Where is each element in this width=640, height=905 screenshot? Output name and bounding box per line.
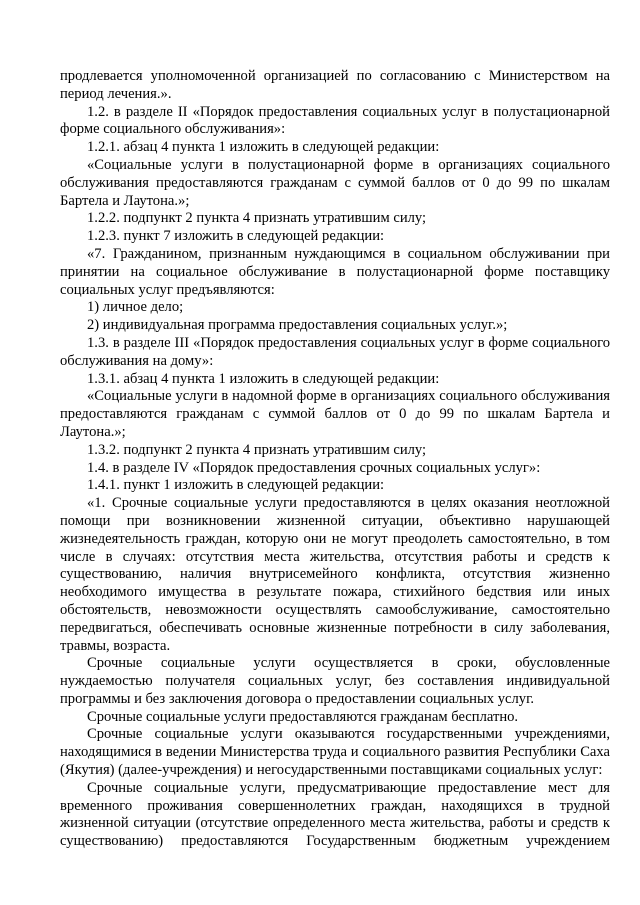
paragraph: «Социальные услуги в надомной форме в организациях социального обслуживания предоставляются гражданам с суммой баллов от 0 до 99 по шкалам Бартела и Лаутона.»; xyxy=(60,388,610,440)
paragraph: Срочные социальные услуги осуществляется в сроки, обусловленные нуждаемостью получателя социальных услуг, без составления индивидуальной программы и без заключения договора о предоставлении социальных услуг. xyxy=(60,655,610,707)
document-body xyxy=(60,68,610,851)
paragraph: 1.2.2. подпункт 2 пункта 4 признать утратившим силу; xyxy=(87,210,427,227)
paragraph: 1.4.1. пункт 1 изложить в следующей редакции: xyxy=(87,477,385,494)
paragraph: «7. Гражданином, признанным нуждающимся в социальном обслуживании при принятии на социальное обслуживание в полустационарной форме поставщику социальных услуг предъявляются: xyxy=(60,245,610,298)
paragraph: 1.3. в разделе III «Порядок предоставления социальных услуг в форме социального обслуживания на дому»: xyxy=(60,334,610,369)
paragraph: Срочные социальные услуги, предусматривающие предоставление мест для временного проживания совершеннолетних граждан, находящихся в трудной жизненной ситуации (отсутствие определенного места жительства, работы и средств к существованию) предоставляются Государственным бюджетным учреждением xyxy=(60,779,610,850)
paragraph: 1.2.1. абзац 4 пункта 1 изложить в следующей редакции: xyxy=(87,139,440,156)
paragraph: 1.2. в разделе II «Порядок предоставления социальных услуг в полустационарной форме социального обслуживания»: xyxy=(60,103,610,138)
paragraph: 1.4. в разделе IV «Порядок предоставления срочных социальных услуг»: xyxy=(87,459,541,476)
paragraph: 1.2.3. пункт 7 изложить в следующей редакции: xyxy=(87,228,385,245)
paragraph: 1) личное дело; xyxy=(87,299,184,316)
paragraph: «1. Срочные социальные услуги предоставляются в целях оказания неотложной помощи при возникновении жизненной ситуации, объективно нарушающей жизнедеятельность граждан, которую они не могут преодолеть самостоятельно, в том числе в случаях: отсутствия места жительства, отсутствия работы и средств к существованию, наличия внутрисемейного конфликта, отсутствия жизненно необходимого имущества в результате пожара, стихийного бедствия или иных обстоятельств, невозможности осуществлять самообслуживание, самостоятельно передвигаться, обеспечивать основные жизненные потребности в силу заболевания, травмы, возраста. xyxy=(60,495,610,654)
paragraph: «Социальные услуги в полустационарной форме в организациях социального обслуживания предоставляются гражданам с суммой баллов от 0 до 99 по шкалам Бартела и Лаутона.»; xyxy=(60,156,610,209)
paragraph: продлевается уполномоченной организацией по согласованию с Министерством на период лечения.». xyxy=(60,68,610,102)
paragraph: Срочные социальные услуги предоставляются гражданам бесплатно. xyxy=(87,708,519,725)
paragraph: 1.3.1. абзац 4 пункта 1 изложить в следующей редакции: xyxy=(87,370,440,387)
paragraph: 2) индивидуальная программа предоставления социальных услуг.»; xyxy=(87,317,508,334)
paragraph: 1.3.2. подпункт 2 пункта 4 признать утратившим силу; xyxy=(87,441,427,458)
paragraph: Срочные социальные услуги оказываются государственными учреждениями, находящимися в ведении Министерства труда и социального развития Республики Саха (Якутия) (далее-учреждения) и негосударственными поставщиками социальных услуг: xyxy=(60,726,610,779)
